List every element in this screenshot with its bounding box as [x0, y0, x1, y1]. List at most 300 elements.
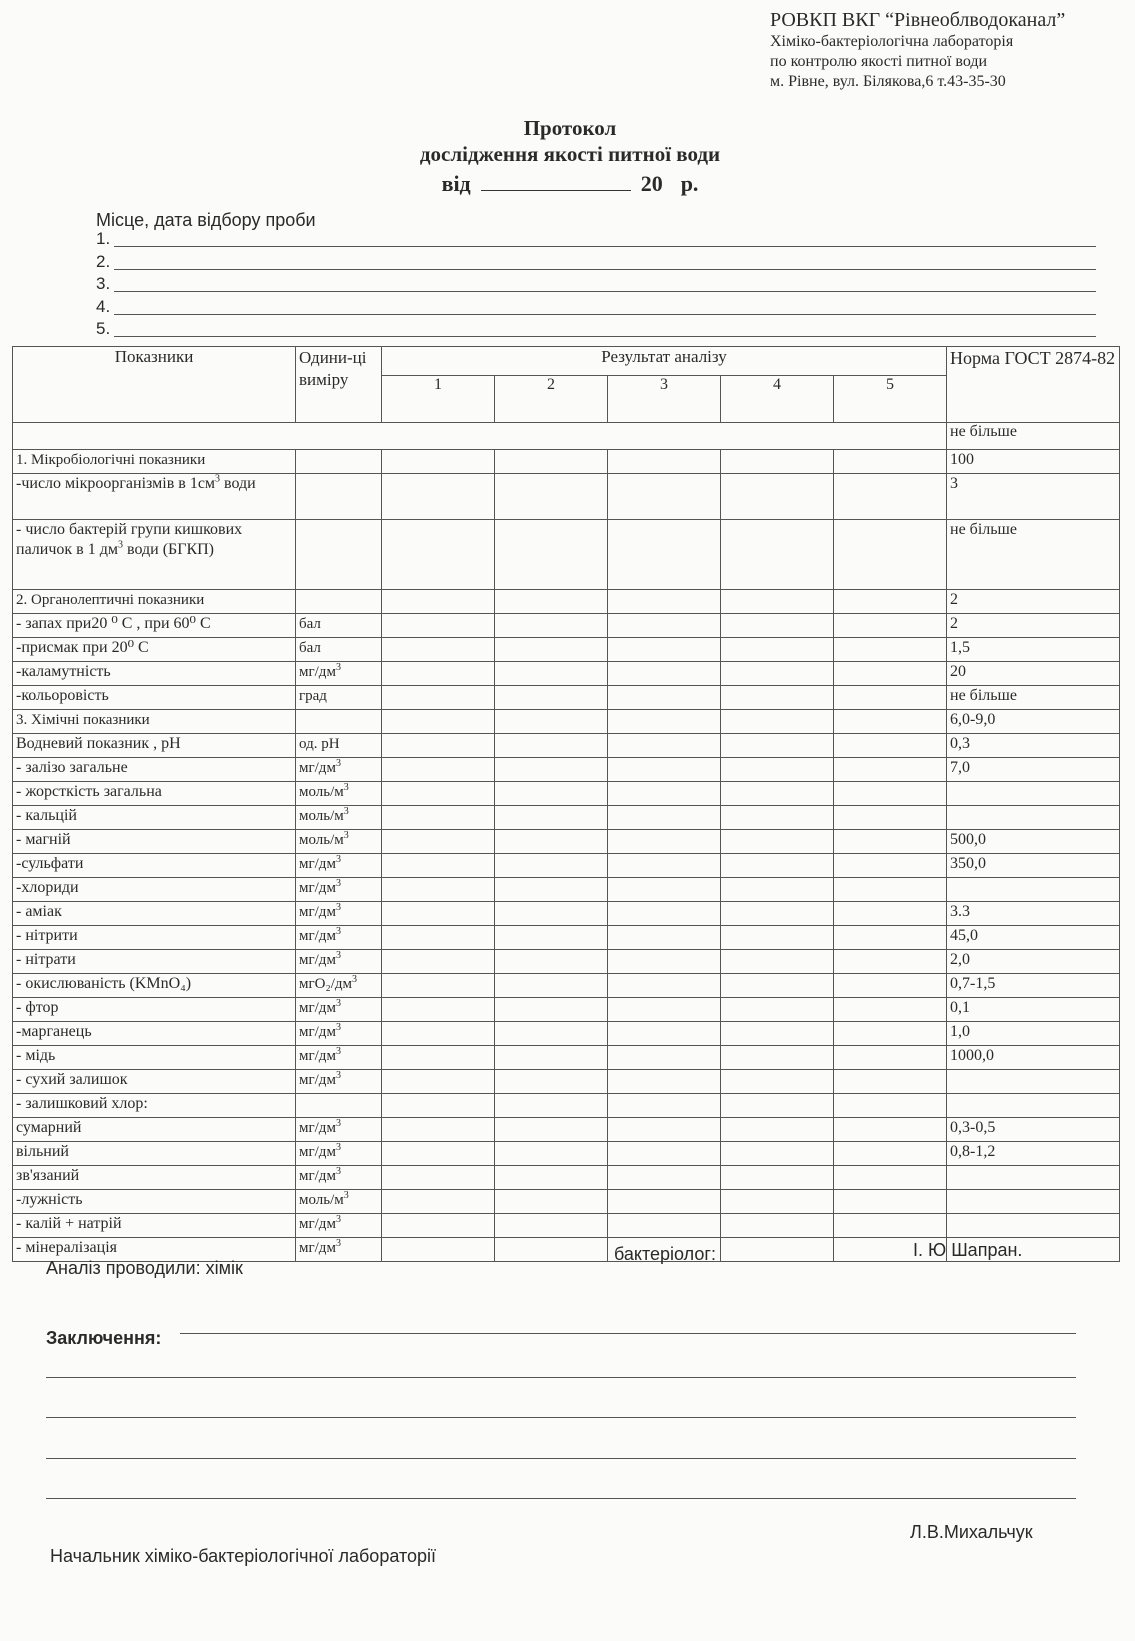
table-row: [13, 854, 1120, 878]
result-cell[interactable]: [382, 662, 495, 686]
sampling-line: [96, 252, 1096, 274]
result-cell[interactable]: [834, 950, 947, 974]
result-cell[interactable]: [608, 474, 721, 520]
indicator-cell: [13, 878, 296, 902]
result-cell[interactable]: [721, 950, 834, 974]
result-cell[interactable]: [382, 926, 495, 950]
result-cell[interactable]: [608, 878, 721, 902]
result-cell[interactable]: [495, 1166, 608, 1190]
result-cell[interactable]: [495, 520, 608, 590]
result-cell[interactable]: [608, 1214, 721, 1238]
result-cell[interactable]: [382, 638, 495, 662]
result-cell[interactable]: [608, 734, 721, 758]
norm-cell: 2: [947, 590, 1120, 614]
header-results: Результат аналізу: [382, 347, 947, 376]
organization-name: РОВКП ВКГ “Рівнеоблводоканал”: [770, 9, 1066, 31]
result-cell[interactable]: [608, 830, 721, 854]
norm-cell: 0,3: [947, 734, 1120, 758]
norm-cell: 2: [947, 614, 1120, 638]
result-cell[interactable]: [608, 782, 721, 806]
result-cell[interactable]: [608, 450, 721, 474]
unit-cell: [296, 1166, 382, 1190]
header-result-col-4: 4: [721, 376, 834, 423]
result-cell[interactable]: [834, 450, 947, 474]
header-units: Одини-ці виміру: [296, 347, 382, 423]
result-cell[interactable]: [834, 686, 947, 710]
unit-superscript: 3: [343, 1190, 349, 1201]
organization-header: [770, 8, 1130, 92]
unit-cell: [296, 638, 382, 662]
unit-label: мг/дм: [299, 1048, 336, 1064]
result-cell[interactable]: [495, 734, 608, 758]
result-cell[interactable]: [495, 782, 608, 806]
indicator-label: - запах при20 ⁰ С , при 60⁰ С: [16, 615, 211, 632]
indicator-label: -марганець: [16, 1023, 92, 1040]
unit-label: мг/дм: [299, 952, 336, 968]
result-cell[interactable]: [382, 590, 495, 614]
indicator-label: - мідь: [16, 1047, 56, 1064]
result-cell[interactable]: [721, 998, 834, 1022]
result-cell[interactable]: [382, 1214, 495, 1238]
table-row: [13, 614, 1120, 638]
result-cell[interactable]: [382, 1238, 495, 1262]
result-cell[interactable]: [834, 662, 947, 686]
unit-label: мг/дм: [299, 664, 336, 680]
table-row: [13, 974, 1120, 998]
indicator-label: - нітрати: [16, 951, 76, 968]
unit-superscript: 3: [335, 662, 341, 673]
result-cell[interactable]: [834, 1046, 947, 1070]
indicator-cell: [13, 902, 296, 926]
result-cell[interactable]: [608, 662, 721, 686]
result-cell[interactable]: [834, 1142, 947, 1166]
result-cell[interactable]: [495, 590, 608, 614]
result-cell[interactable]: [721, 614, 834, 638]
unit-cell: [296, 710, 382, 734]
unit-label: мг/дм: [299, 1144, 336, 1160]
result-cell[interactable]: [382, 806, 495, 830]
unit-cell: [296, 878, 382, 902]
result-cell[interactable]: [721, 902, 834, 926]
result-cell[interactable]: [608, 758, 721, 782]
table-row: [13, 830, 1120, 854]
result-cell[interactable]: [834, 902, 947, 926]
result-cell[interactable]: [721, 590, 834, 614]
header-norm-sub: не більше: [947, 423, 1120, 450]
result-cell[interactable]: [495, 662, 608, 686]
result-cell[interactable]: [721, 806, 834, 830]
result-cell[interactable]: [834, 1190, 947, 1214]
indicator-label-tail: води (БГКП): [123, 541, 215, 558]
unit-label: мг/дм: [299, 880, 336, 896]
sampling-blank: [114, 291, 1096, 292]
result-cell[interactable]: [834, 638, 947, 662]
sampling-label: Місце, дата відбору проби: [96, 210, 316, 230]
result-cell[interactable]: [721, 1190, 834, 1214]
result-cell[interactable]: [721, 1022, 834, 1046]
result-cell[interactable]: [721, 1070, 834, 1094]
result-cell[interactable]: [495, 878, 608, 902]
result-cell[interactable]: [608, 520, 721, 590]
indicator-cell: [13, 734, 296, 758]
indicator-cell: [13, 474, 296, 520]
unit-label: бал: [299, 616, 321, 632]
result-cell[interactable]: [608, 638, 721, 662]
result-cell[interactable]: [608, 854, 721, 878]
indicator-label: - магній: [16, 831, 71, 848]
unit-cell: [296, 1190, 382, 1214]
result-cell[interactable]: [834, 520, 947, 590]
result-cell[interactable]: [382, 474, 495, 520]
result-cell[interactable]: [608, 806, 721, 830]
result-cell[interactable]: [721, 1238, 834, 1262]
table-row: [13, 926, 1120, 950]
unit-cell: [296, 902, 382, 926]
unit-label: мг/дм: [299, 856, 336, 872]
unit-cell: [296, 1118, 382, 1142]
result-cell[interactable]: [834, 1022, 947, 1046]
table-row: [13, 1118, 1120, 1142]
header-result-col-5: 5: [834, 376, 947, 423]
indicator-label: 2. Органолептичні показники: [16, 592, 205, 608]
indicator-cell: [13, 1046, 296, 1070]
result-cell[interactable]: [608, 1046, 721, 1070]
result-cell[interactable]: [382, 974, 495, 998]
indicator-label: - нітрити: [16, 927, 78, 944]
result-cell[interactable]: [721, 710, 834, 734]
result-cell[interactable]: [382, 1046, 495, 1070]
result-cell[interactable]: [495, 1214, 608, 1238]
norm-cell: [947, 1190, 1120, 1214]
document-title: Протокол: [523, 116, 617, 140]
result-cell[interactable]: [834, 926, 947, 950]
table-row: [13, 662, 1120, 686]
indicator-cell: [13, 806, 296, 830]
result-cell[interactable]: [721, 474, 834, 520]
norm-cell: 45,0: [947, 926, 1120, 950]
result-cell[interactable]: [495, 1238, 608, 1262]
result-cell[interactable]: [608, 1070, 721, 1094]
result-cell[interactable]: [834, 830, 947, 854]
unit-cell: [296, 1094, 382, 1118]
indicator-label: - кальцій: [16, 807, 77, 824]
result-cell[interactable]: [382, 1190, 495, 1214]
unit-label: мгО₂/дм: [299, 976, 352, 992]
result-cell[interactable]: [834, 710, 947, 734]
result-cell[interactable]: [608, 1022, 721, 1046]
norm-cell: [947, 1214, 1120, 1238]
table-row: [13, 782, 1120, 806]
table-row: [13, 1214, 1120, 1238]
table-row: [13, 1070, 1120, 1094]
sampling-blank: [114, 269, 1096, 270]
result-cell[interactable]: [834, 590, 947, 614]
norm-cell: 0,3-0,5: [947, 1118, 1120, 1142]
result-cell[interactable]: [608, 926, 721, 950]
unit-label: мг/дм: [299, 1120, 336, 1136]
table-row: [13, 1022, 1120, 1046]
result-cell[interactable]: [721, 758, 834, 782]
bacteriologist-label: бактеріолог:: [614, 1244, 716, 1264]
result-cell[interactable]: [834, 1214, 947, 1238]
indicator-cell: [13, 450, 296, 474]
result-cell[interactable]: [382, 1118, 495, 1142]
indicator-label: -кольоровість: [16, 687, 109, 704]
unit-cell: [296, 1238, 382, 1262]
result-cell[interactable]: [495, 1046, 608, 1070]
result-cell[interactable]: [495, 806, 608, 830]
result-cell[interactable]: [495, 1022, 608, 1046]
table-row: [13, 950, 1120, 974]
unit-label: моль/м: [299, 832, 344, 848]
indicator-label: - сухий залишок: [16, 1071, 128, 1088]
result-cell[interactable]: [608, 710, 721, 734]
result-cell[interactable]: [382, 614, 495, 638]
result-cell[interactable]: [608, 1190, 721, 1214]
table-row: [13, 1046, 1120, 1070]
year-prefix: 20: [640, 171, 663, 196]
indicator-cell: [13, 854, 296, 878]
result-cell[interactable]: [721, 734, 834, 758]
table-row: [13, 1142, 1120, 1166]
indicator-cell: [13, 758, 296, 782]
conclusion-label: Заключення:: [46, 1328, 162, 1348]
result-cell[interactable]: [721, 1094, 834, 1118]
result-cell[interactable]: [495, 686, 608, 710]
unit-superscript: 3: [335, 1022, 341, 1033]
indicator-label: Водневий показник , pH: [16, 735, 181, 752]
document-date-line: [300, 171, 840, 197]
indicator-label: -хлориди: [16, 879, 79, 896]
result-cell[interactable]: [834, 974, 947, 998]
indicator-label: -число мікроорганізмів в 1см: [16, 475, 216, 492]
unit-label: моль/м: [299, 1192, 344, 1208]
result-cell[interactable]: [834, 1070, 947, 1094]
result-cell[interactable]: [495, 1142, 608, 1166]
sampling-number: 5.: [96, 319, 111, 338]
sampling-line: [96, 319, 1096, 341]
conclusion-line-3: [46, 1417, 1076, 1418]
indicator-label: сумарний: [16, 1119, 82, 1136]
conclusion-line-1: [180, 1333, 1076, 1334]
norm-cell: 500,0: [947, 830, 1120, 854]
result-cell[interactable]: [721, 974, 834, 998]
result-cell[interactable]: [721, 662, 834, 686]
result-cell[interactable]: [834, 474, 947, 520]
result-cell[interactable]: [834, 734, 947, 758]
result-cell[interactable]: [721, 450, 834, 474]
result-cell[interactable]: [495, 998, 608, 1022]
indicator-cell: [13, 998, 296, 1022]
indicator-cell: [13, 1070, 296, 1094]
header-spacer: [13, 423, 947, 450]
unit-cell: [296, 1070, 382, 1094]
result-cell[interactable]: [382, 950, 495, 974]
result-cell[interactable]: [608, 614, 721, 638]
table-row: [13, 806, 1120, 830]
unit-label: мг/дм: [299, 760, 336, 776]
result-cell[interactable]: [495, 474, 608, 520]
result-cell[interactable]: [382, 710, 495, 734]
indicator-label: - окислюваність (KMnO₄): [16, 975, 192, 992]
unit-cell: [296, 686, 382, 710]
indicator-label: - залізо загальне: [16, 759, 128, 776]
result-cell[interactable]: [382, 878, 495, 902]
norm-cell: не більше: [947, 520, 1120, 590]
result-cell[interactable]: [834, 758, 947, 782]
sampling-number: 4.: [96, 297, 111, 316]
result-cell[interactable]: [721, 926, 834, 950]
analysis-by-label: Аналіз проводили: хімік: [46, 1258, 243, 1278]
unit-label: мг/дм: [299, 1024, 336, 1040]
result-cell[interactable]: [382, 1094, 495, 1118]
result-cell[interactable]: [721, 854, 834, 878]
result-cell[interactable]: [721, 1118, 834, 1142]
unit-superscript: 3: [335, 878, 341, 889]
table-row: [13, 734, 1120, 758]
sampling-number: 3.: [96, 274, 111, 293]
result-cell[interactable]: [721, 782, 834, 806]
result-cell[interactable]: [721, 878, 834, 902]
result-cell[interactable]: [834, 1094, 947, 1118]
result-cell[interactable]: [382, 830, 495, 854]
result-cell[interactable]: [495, 830, 608, 854]
norm-cell: 6,0-9,0: [947, 710, 1120, 734]
result-cell[interactable]: [721, 1166, 834, 1190]
table-row: [13, 902, 1120, 926]
result-cell[interactable]: [495, 974, 608, 998]
date-from-label: від: [441, 171, 471, 196]
result-cell[interactable]: [382, 998, 495, 1022]
unit-cell: [296, 854, 382, 878]
unit-cell: [296, 806, 382, 830]
result-cell[interactable]: [721, 1214, 834, 1238]
unit-label: мг/дм: [299, 928, 336, 944]
unit-label: моль/м: [299, 808, 344, 824]
unit-superscript: 3: [335, 854, 341, 865]
unit-cell: [296, 1046, 382, 1070]
unit-cell: [296, 950, 382, 974]
result-cell[interactable]: [608, 590, 721, 614]
result-cell[interactable]: [495, 710, 608, 734]
sampling-line: [96, 274, 1096, 296]
indicator-label: - залишковий хлор:: [16, 1095, 148, 1112]
document-subtitle: дослідження якості питної води: [419, 142, 721, 166]
unit-superscript: 3: [335, 902, 341, 913]
result-cell[interactable]: [721, 638, 834, 662]
result-cell[interactable]: [495, 614, 608, 638]
result-cell[interactable]: [495, 758, 608, 782]
result-cell[interactable]: [382, 1142, 495, 1166]
result-cell[interactable]: [721, 830, 834, 854]
unit-label: мг/дм: [299, 1000, 336, 1016]
indicator-cell: [13, 830, 296, 854]
indicator-cell: [13, 662, 296, 686]
result-cell[interactable]: [608, 1094, 721, 1118]
lab-head-name: Л.В.Михальчук: [910, 1522, 1033, 1542]
indicator-label: - число бактерій групи кишкових паличок в 1 дм: [16, 521, 243, 558]
result-cell[interactable]: [382, 686, 495, 710]
result-cell[interactable]: [495, 638, 608, 662]
result-cell[interactable]: [382, 902, 495, 926]
sampling-blank: [114, 336, 1096, 337]
result-cell[interactable]: [834, 854, 947, 878]
result-cell[interactable]: [608, 1166, 721, 1190]
result-cell[interactable]: [721, 686, 834, 710]
indicator-cell: [13, 1118, 296, 1142]
result-cell[interactable]: [834, 998, 947, 1022]
result-cell[interactable]: [495, 902, 608, 926]
result-cell[interactable]: [834, 782, 947, 806]
indicator-label: - аміак: [16, 903, 62, 920]
result-cell[interactable]: [495, 450, 608, 474]
result-cell[interactable]: [382, 734, 495, 758]
result-cell[interactable]: [382, 1022, 495, 1046]
indicator-superscript: 3: [215, 473, 221, 485]
year-suffix: р.: [680, 171, 699, 196]
indicator-label: зв'язаний: [16, 1167, 80, 1184]
indicator-cell: [13, 974, 296, 998]
unit-superscript: 3: [343, 830, 349, 841]
result-cell[interactable]: [495, 926, 608, 950]
result-cell[interactable]: [382, 520, 495, 590]
result-cell[interactable]: [608, 998, 721, 1022]
result-cell[interactable]: [382, 1166, 495, 1190]
result-cell[interactable]: [608, 902, 721, 926]
indicator-cell: [13, 710, 296, 734]
indicator-cell: [13, 1214, 296, 1238]
indicator-label: 3. Хімічні показники: [16, 712, 150, 728]
unit-label: моль/м: [299, 784, 344, 800]
result-cell[interactable]: [834, 614, 947, 638]
norm-cell: [947, 1094, 1120, 1118]
result-cell[interactable]: [382, 854, 495, 878]
unit-cell: [296, 520, 382, 590]
result-cell[interactable]: [608, 1142, 721, 1166]
indicator-cell: [13, 1190, 296, 1214]
result-cell[interactable]: [834, 806, 947, 830]
result-cell[interactable]: [495, 950, 608, 974]
result-cell[interactable]: [382, 1070, 495, 1094]
table-row: [13, 638, 1120, 662]
protocol-table: [12, 346, 1120, 1262]
result-cell[interactable]: [721, 1142, 834, 1166]
result-cell[interactable]: [834, 1166, 947, 1190]
result-cell[interactable]: [495, 854, 608, 878]
unit-label: мг/дм: [299, 1168, 336, 1184]
result-cell[interactable]: [382, 450, 495, 474]
result-cell[interactable]: [495, 1070, 608, 1094]
unit-superscript: 3: [335, 1118, 341, 1129]
result-cell[interactable]: [382, 758, 495, 782]
result-cell[interactable]: [721, 520, 834, 590]
result-cell[interactable]: [495, 1094, 608, 1118]
result-cell[interactable]: [608, 974, 721, 998]
indicator-superscript: 3: [118, 539, 123, 551]
result-cell[interactable]: [608, 950, 721, 974]
header-result-col-2: 2: [495, 376, 608, 423]
result-cell[interactable]: [834, 878, 947, 902]
result-cell[interactable]: [834, 1118, 947, 1142]
unit-superscript: 3: [352, 974, 357, 985]
result-cell[interactable]: [382, 782, 495, 806]
result-cell[interactable]: [495, 1118, 608, 1142]
indicator-cell: [13, 926, 296, 950]
result-cell[interactable]: [608, 686, 721, 710]
result-cell[interactable]: [608, 1118, 721, 1142]
result-cell[interactable]: [721, 1046, 834, 1070]
result-cell[interactable]: [495, 1190, 608, 1214]
